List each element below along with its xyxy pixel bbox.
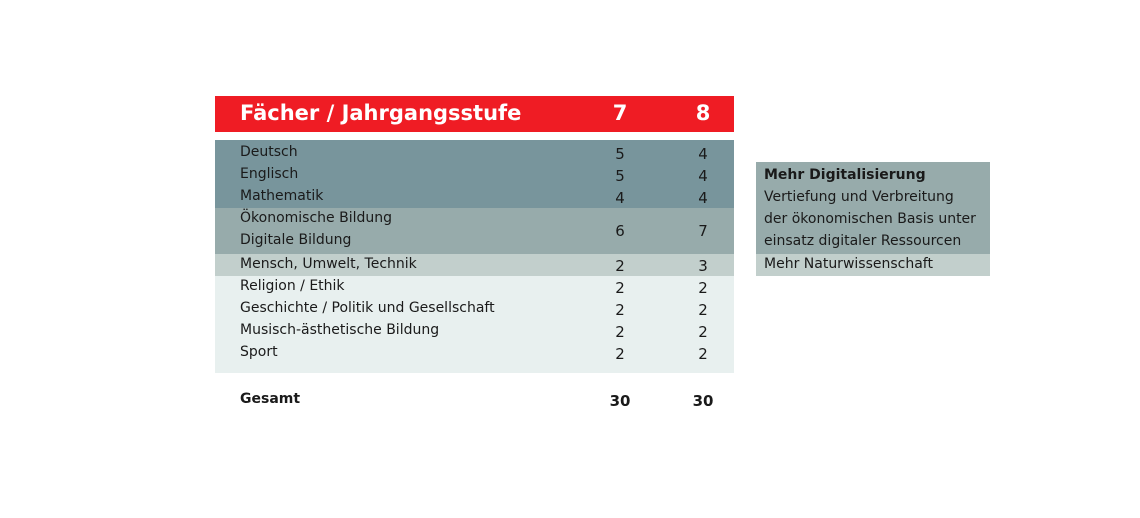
grade-8-value: 7 [698, 222, 708, 240]
subject-label: Mathematik [240, 188, 324, 204]
grade-7-value: 2 [615, 301, 625, 319]
grade-8-value: 2 [698, 279, 708, 297]
subject-label: Digitale Bildung [240, 232, 352, 248]
note-line: Vertiefung und Verbreitung [764, 189, 954, 205]
table-row [215, 254, 734, 276]
grade-7-value: 2 [615, 257, 625, 275]
table-row [215, 164, 734, 186]
note-line: Mehr Naturwissenschaft [764, 256, 933, 272]
grade-7-value: 2 [615, 345, 625, 363]
grade-7-value: 5 [615, 167, 625, 185]
header-grade-7: 7 [612, 101, 628, 125]
note-line: der ökonomischen Basis unter [764, 211, 976, 227]
subject-label: Ökonomische Bildung [240, 210, 392, 226]
grade-8-value: 2 [698, 323, 708, 341]
subject-label: Deutsch [240, 144, 298, 160]
subject-label: Mensch, Umwelt, Technik [240, 256, 417, 272]
header-title: Fächer / Jahrgangsstufe [240, 101, 522, 125]
grade-8-value: 4 [698, 189, 708, 207]
table-row [215, 186, 734, 208]
table-row [215, 142, 734, 164]
grade-7-value: 4 [615, 189, 625, 207]
subject-label: Musisch-ästhetische Bildung [240, 322, 440, 338]
subject-label: Religion / Ethik [240, 278, 345, 294]
grade-7-value: 2 [615, 279, 625, 297]
note-heading: Mehr Digitalisierung [764, 167, 926, 183]
grade-8-value: 3 [698, 257, 708, 275]
total-grade-7-value: 30 [609, 392, 631, 410]
table-row [215, 208, 734, 254]
grade-7-value: 6 [615, 222, 625, 240]
science-note [756, 254, 990, 276]
total-label: Gesamt [240, 391, 301, 407]
total-grade-8-value: 30 [692, 392, 714, 410]
table-row [215, 298, 734, 320]
grade-8-value: 4 [698, 145, 708, 163]
total-row [215, 389, 734, 411]
grade-8-value: 2 [698, 301, 708, 319]
subject-label: Sport [240, 344, 278, 360]
grade-7-value: 2 [615, 323, 625, 341]
table-header [215, 96, 734, 132]
grade-8-value: 4 [698, 167, 708, 185]
grade-7-value: 5 [615, 145, 625, 163]
subject-label: Geschichte / Politik und Gesellschaft [240, 300, 495, 316]
header-grade-8: 8 [695, 101, 711, 125]
table-row [215, 276, 734, 298]
table-row [215, 320, 734, 342]
table-row [215, 342, 734, 364]
grade-8-value: 2 [698, 345, 708, 363]
subject-label: Englisch [240, 166, 299, 182]
note-line: einsatz digitaler Ressourcen [764, 233, 962, 249]
digitalization-note [756, 162, 990, 254]
